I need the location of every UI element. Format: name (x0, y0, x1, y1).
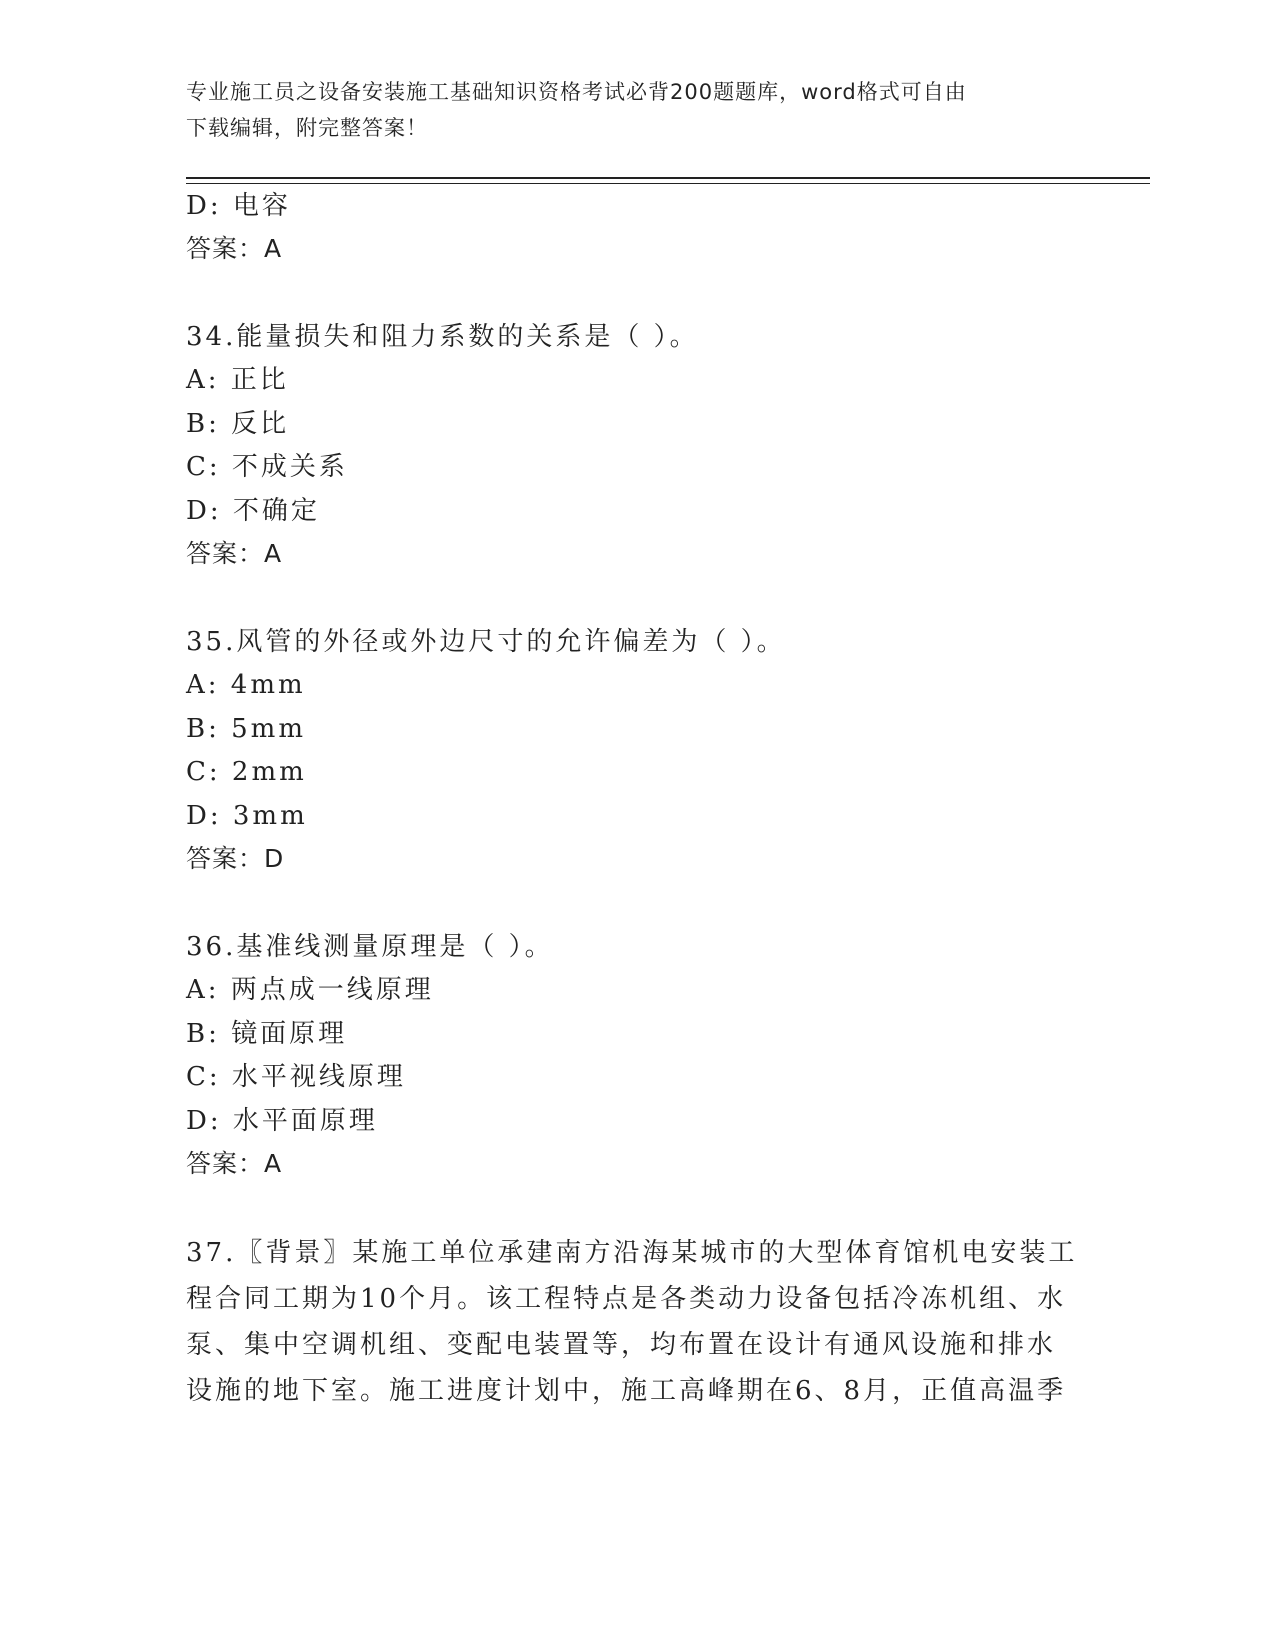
q36-option-b: B: 镜面原理 (186, 1019, 348, 1049)
header-line-1: 专业施工员之设备安装施工基础知识资格考试必背200题题库，word格式可自由 (186, 80, 967, 104)
header-rule-thin (186, 183, 1150, 184)
q37-paragraph (186, 1230, 1086, 1414)
q36-option-a: A: 两点成一线原理 (186, 975, 434, 1005)
q37-line-2: 程合同工期为10个月。该工程特点是各类动力设备包括冷冻机组、水 (186, 1284, 1067, 1314)
q34-answer: 答案：A (186, 539, 283, 568)
document-header (186, 74, 1066, 146)
q35-answer: 答案：D (186, 844, 285, 873)
q34-question: 34.能量损失和阻力系数的关系是（ ）。 (186, 322, 699, 352)
q36-question: 36.基准线测量原理是（ ）。 (186, 932, 554, 962)
q35-option-a: A: 4mm (186, 670, 306, 700)
q37-line-3: 泵、集中空调机组、变配电装置等，均布置在设计有通风设施和排水 (186, 1330, 1057, 1360)
q35-question: 35.风管的外径或外边尺寸的允许偏差为（ ）。 (186, 627, 786, 657)
q36-answer: 答案：A (186, 1149, 283, 1178)
q35-option-b: B: 5mm (186, 714, 306, 744)
q37-line-4: 设施的地下室。施工进度计划中，施工高峰期在6、8月，正值高温季 (186, 1376, 1067, 1406)
prev-option-d: D: 电容 (186, 191, 291, 221)
header-rule-thick (186, 177, 1150, 179)
q34-option-b: B: 反比 (186, 409, 290, 439)
prev-answer: 答案：A (186, 234, 283, 263)
q35-option-d: D: 3mm (186, 801, 308, 831)
q35-option-c: C: 2mm (186, 757, 307, 787)
q36-option-c: C: 水平视线原理 (186, 1062, 406, 1092)
q34-option-d: D: 不确定 (186, 496, 320, 526)
q36-option-d: D: 水平面原理 (186, 1106, 378, 1136)
q34-option-c: C: 不成关系 (186, 452, 348, 482)
header-line-2: 下载编辑，附完整答案！ (186, 116, 428, 140)
q37-line-1: 37.〖背景〗某施工单位承建南方沿海某城市的大型体育馆机电安装工 (186, 1238, 1078, 1268)
q34-option-a: A: 正比 (186, 365, 289, 395)
